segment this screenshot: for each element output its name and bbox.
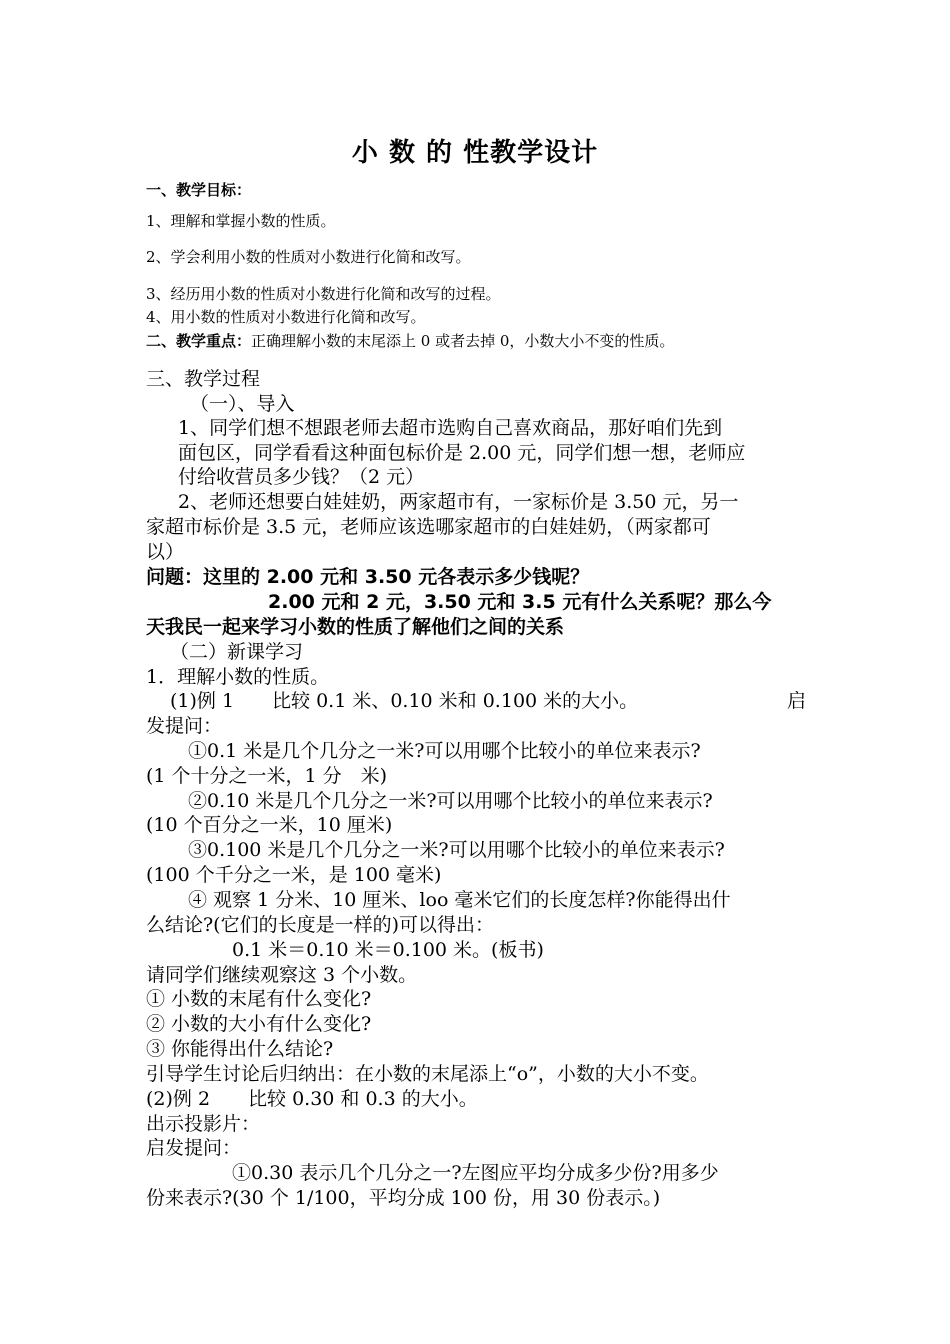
objective-item: 2、学会利用小数的性质对小数进行化简和改写。	[146, 248, 471, 266]
question-line: 问题：这里的 2.00 元和 3.50 元各表示多少钱呢？	[146, 566, 590, 588]
page-title: 小 数 的 性教学设计	[351, 138, 599, 168]
observe-item: ② 小数的大小有什么变化?	[146, 1013, 372, 1035]
example-2: (2)例 2 比较 0.30 和 0.3 的大小。	[146, 1088, 478, 1110]
example-1-cont: 发提问：	[146, 715, 223, 737]
intro-heading: （一）、导入	[190, 393, 295, 415]
answer-item: (10 个百分之一米，10 厘米)	[146, 814, 393, 836]
observe-item: ③ 你能得出什么结论?	[146, 1038, 334, 1060]
example-1	[170, 686, 806, 713]
key-point-label: 二、教学重点：	[146, 332, 252, 350]
objectives-heading: 一、教学目标：	[146, 181, 252, 199]
equation: 0.1 米＝0.10 米＝0.100 米。(板书)	[232, 939, 544, 961]
objective-item: 1、理解和掌握小数的性质。	[146, 212, 336, 230]
example-1-right: 启	[786, 690, 806, 712]
question-item: ③0.100 米是几个几分之一米?可以用哪个比较小的单位来表示?	[188, 839, 725, 861]
question-line: 2.00 元和 2 元，3.50 元和 3.5 元有什么关系呢？那么今	[268, 591, 772, 613]
question-item: ①0.1 米是几个几分之一米?可以用哪个比较小的单位来表示?	[188, 740, 701, 762]
objective-item: 3、经历用小数的性质对小数进行化简和改写的过程。	[146, 285, 501, 303]
answer-item: 份来表示?(30 个 1/100，平均分成 100 份，用 30 份表示。)	[146, 1187, 661, 1209]
key-point-text: 正确理解小数的末尾添上 0 或者去掉 0，小数大小不变的性质。	[251, 332, 675, 350]
question-line: 天我民一起来学习小数的性质了解他们之间的关系	[146, 616, 565, 638]
answer-item: (100 个千分之一米，是 100 毫米)	[146, 864, 442, 886]
intro-paragraph-line: 面包区，同学看看这种面包标价是 2.00 元，同学们想一想，老师应	[178, 442, 746, 464]
objective-item: 4、用小数的性质对小数进行化简和改写。	[146, 308, 426, 326]
intro-paragraph-line: 以）	[146, 541, 185, 563]
projection-text: 出示投影片：	[146, 1113, 261, 1135]
intro-paragraph-line: 1、同学们想不想跟老师去超市选购自己喜欢商品，那好咱们先到	[178, 417, 723, 439]
question-item: ④ 观察 1 分米、10 厘米、loo 毫米它们的长度怎样?你能得出什	[188, 889, 731, 911]
conclusion-text: 引导学生讨论后归纳出：在小数的末尾添上“o”，小数的大小不变。	[146, 1063, 709, 1085]
intro-paragraph-line: 付给收营员多少钱？（2 元）	[178, 466, 425, 488]
key-point	[146, 330, 810, 351]
process-heading: 三、教学过程	[146, 368, 261, 390]
observe-text: 请同学们继续观察这 3 个小数。	[146, 964, 418, 986]
example-1-text: (1)例 1 比较 0.1 米、0.10 米和 0.100 米的大小。	[170, 690, 639, 712]
new-lesson-heading: （二）新课学习	[170, 641, 304, 663]
observe-item: ① 小数的末尾有什么变化?	[146, 988, 372, 1010]
question-item: ①0.30 表示几个几分之一?左图应平均分成多少份?用多少	[232, 1162, 719, 1184]
intro-paragraph-line: 2、老师还想要白娃娃奶，两家超市有，一家标价是 3.50 元，另一	[178, 491, 739, 513]
question-item: ②0.10 米是几个几分之一米?可以用哪个比较小的单位来表示?	[188, 790, 713, 812]
prompt-text: 启发提问：	[146, 1137, 242, 1159]
answer-item: 么结论?(它们的长度是一样的)可以得出：	[146, 914, 495, 936]
intro-paragraph-line: 家超市标价是 3.5 元，老师应该选哪家超市的白娃娃奶，（两家都可	[146, 516, 711, 538]
section-subheading: 1．理解小数的性质。	[146, 666, 330, 688]
answer-item: (1 个十分之一米，1 分 米)	[146, 765, 388, 787]
